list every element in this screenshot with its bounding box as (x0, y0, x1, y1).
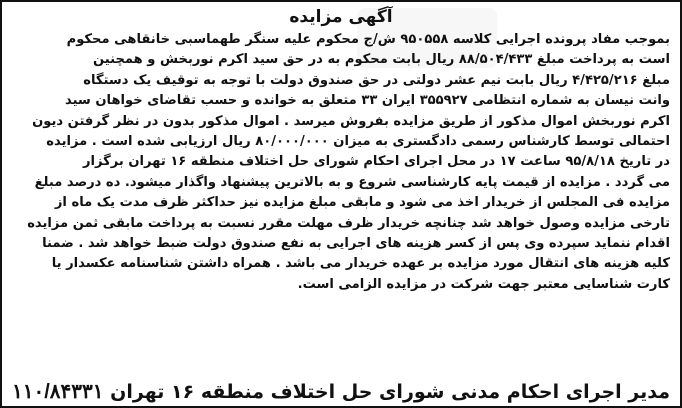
body-line: می گردد . مزایده از قیمت پایه کارشناسی شروع و به بالاترین پیشنهاد واگذار میشود. ده درصد مبلغ (34, 174, 670, 190)
notice-title: آگهی مزایده (289, 7, 393, 27)
notice-body (12, 30, 670, 295)
body-line: در تاریخ ۹۵/۸/۱۸ ساعت ۱۷ در محل اجرای احکام شورای حل اختلاف منطقه ۱۶ تهران برگزار (82, 154, 670, 170)
body-line: وانت نیسان به شماره انتظامی ۳۵۵۹۲۷ ایران ۳۳ متعلق به خوانده و حسب تقاضای خواهان سید (65, 93, 670, 109)
body-line: اقدام ننماید سپرده وی پس از کسر هزینه های اجرایی به نفع صندوق دولت ضبط خواهد شد . ضمنا (42, 236, 670, 252)
signature-text: مدیر اجرای احکام مدنی شورای حل اختلاف منطقه ۱۶ تهران (110, 381, 670, 403)
body-line: مزایده فی المجلس از خریدار اخذ می شود و مابقی مبلغ مزایده نیز حداکثر ظرف مدت یک ماه از (54, 195, 670, 211)
body-line: مبلغ ۴/۴۲۵/۲۱۶ ریال بابت نیم عشر دولتی در حق صندوق دولت با توجه به توقیف یک دستگاه (83, 72, 670, 88)
notice-footer (12, 380, 670, 404)
notice-code: ۱۱۰/۸۴۳۳۱ (12, 381, 104, 403)
body-line: کارت شناسایی معتبر جهت شرکت در مزایده الزامی است. (297, 276, 670, 292)
body-line: تارخی مزایده وصول خواهد شد چنانچه خریدار ظرف مهلت مقرر نسبت به پرداخت مابقی ثمن مزایده (27, 215, 670, 231)
body-line: است به پرداخت مبلغ ۸۸/۵۰۴/۴۳۳ ریال بابت محکوم به در حق سید اکرم نوربخش و همچنین (92, 52, 670, 68)
body-line: اکرم نوربخش اموال مذکور از طریق مزایده بفروش میرسد . اموال مذکور بدون در نظر گرفتن دیون (32, 113, 670, 129)
body-line: کلیه هزینه های انتقال مورد مزایده بر عهده خریدار می باشد . همراه داشتن شناسنامه عکسدار یا (51, 256, 670, 272)
body-line: بموجب مفاد پرونده اجرایی کلاسه ۹۵۰۵۵۸ ش/ج محکوم علیه سنگر طهماسبی خانقاهی محکوم (66, 32, 670, 47)
body-line: احتمالی توسط کارشناس رسمی دادگستری به میزان ۸۰/۰۰۰/۰۰۰ ریال ارزیابی شده است . مزایده (46, 134, 670, 150)
